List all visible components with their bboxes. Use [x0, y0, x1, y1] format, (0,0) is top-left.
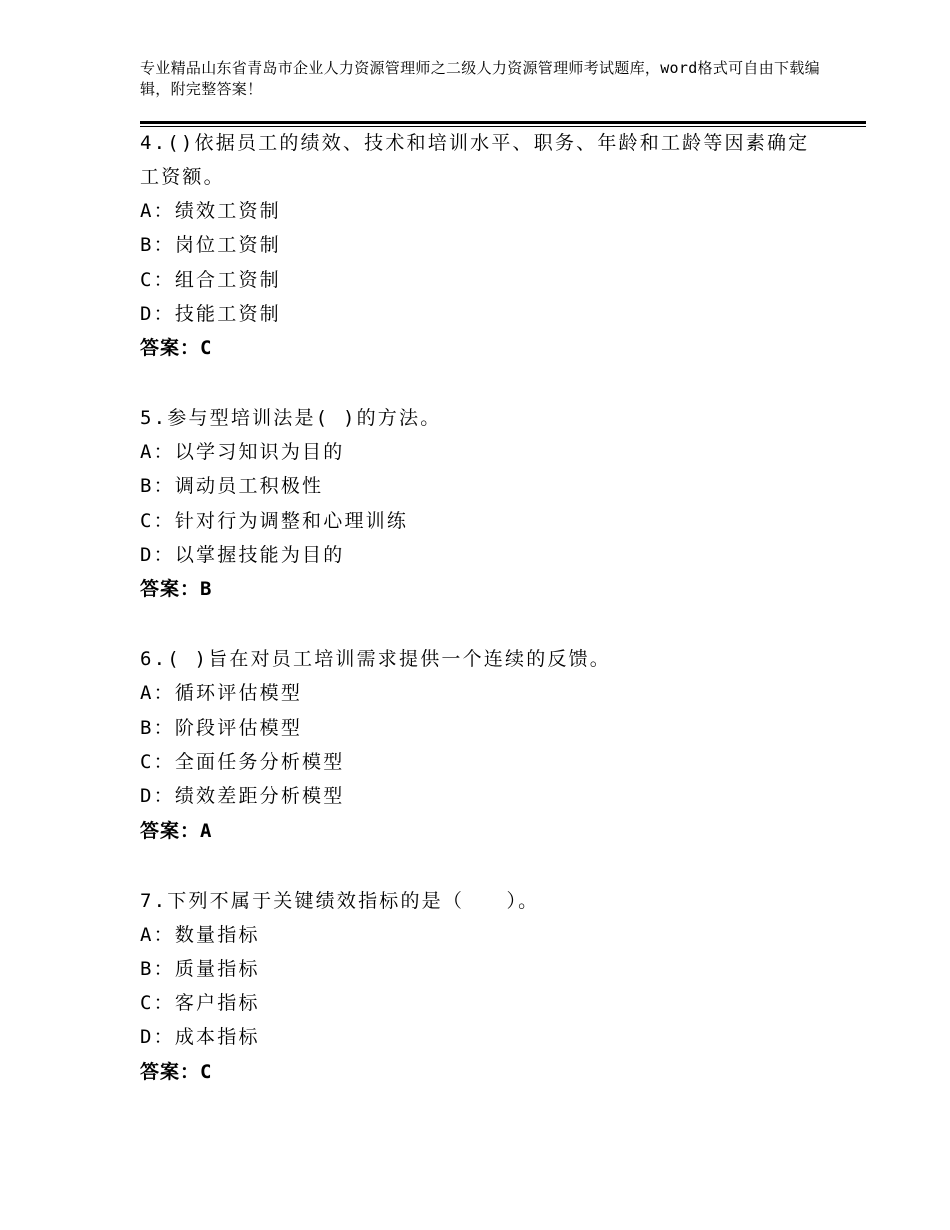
option-b: B：质量指标	[140, 957, 260, 980]
option-d: D：技能工资制	[140, 302, 281, 325]
question-5	[140, 401, 820, 606]
question-stem: 5.参与型培训法是( )的方法。	[140, 407, 442, 430]
question-7	[140, 884, 820, 1089]
option-b: B：阶段评估模型	[140, 716, 303, 739]
question-6	[140, 642, 820, 847]
question-4	[140, 126, 820, 365]
option-a: A：以学习知识为目的	[140, 441, 345, 464]
option-d: D：以掌握技能为目的	[140, 544, 345, 567]
option-c: C：客户指标	[140, 992, 260, 1015]
question-stem: 4.()依据员工的绩效、技术和培训水平、职务、年龄和工龄等因素确定工资额。	[140, 132, 810, 188]
option-c: C：针对行为调整和心理训练	[140, 509, 409, 532]
answer-label: 答案：A	[140, 819, 213, 842]
option-c: C：组合工资制	[140, 268, 281, 291]
option-d: D：成本指标	[140, 1026, 260, 1049]
answer-label: 答案：C	[140, 337, 213, 360]
option-a: A：数量指标	[140, 923, 260, 946]
option-a: A：循环评估模型	[140, 682, 303, 705]
question-stem: 6.( )旨在对员工培训需求提供一个连续的反馈。	[140, 648, 611, 671]
option-b: B：调动员工积极性	[140, 475, 324, 498]
option-c: C：全面任务分析模型	[140, 750, 345, 773]
question-stem: 7.下列不属于关键绩效指标的是（ ）。	[140, 889, 540, 912]
answer-label: 答案：B	[140, 578, 213, 601]
option-a: A：绩效工资制	[140, 200, 281, 222]
header-divider-thick	[140, 121, 866, 124]
document-header	[140, 58, 830, 100]
question-list	[140, 126, 820, 1125]
option-d: D：绩效差距分析模型	[140, 785, 345, 808]
header-intro-text: 专业精品山东省青岛市企业人力资源管理师之二级人力资源管理师考试题库，word格式可自由下载编辑，附完整答案！	[140, 59, 820, 98]
option-b: B：岗位工资制	[140, 234, 281, 257]
answer-label: 答案：C	[140, 1060, 213, 1083]
